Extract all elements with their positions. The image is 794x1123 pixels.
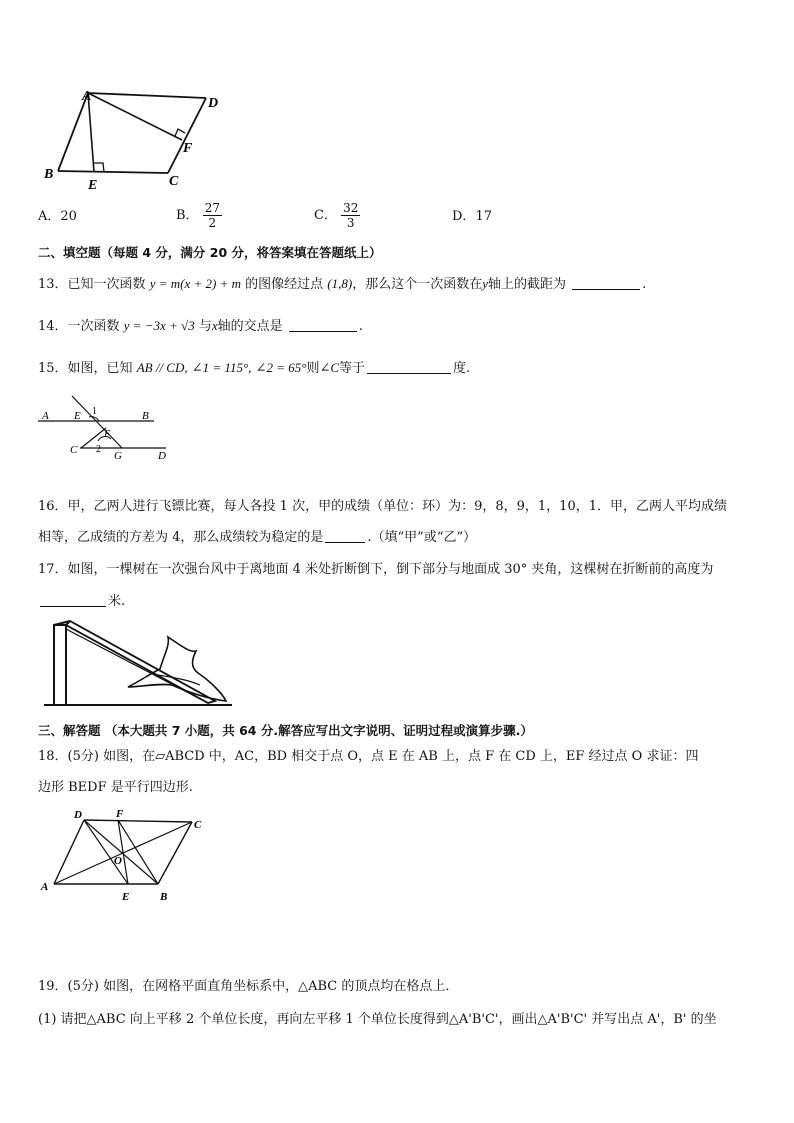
q13-end: . [642,277,647,292]
q14-answer-blank[interactable] [289,317,357,332]
q17-line-1: 如图，一棵树在一次强台风中于离地面 4 米处折断倒下，倒下部分与地面成 30° 夹角，这棵树在折断前的高度为 [67,562,714,577]
fig12-label-f: F [183,141,193,156]
option-d-value: 17 [475,209,492,224]
option-d-letter: D． [452,209,476,224]
option-a-value: 20 [60,209,77,224]
q16-line-2a: 相等，乙成绩的方差为 4，那么成绩较为稳定的是 [38,530,324,545]
q18-line-1: (5分) 如图，在▱ABCD 中，AC，BD 相交于点 O，点 E 在 AB 上，点 F 在 CD 上，EF 经过点 O 求证：四 [67,749,699,764]
question-17-line-1 [38,560,764,580]
q16-line-1: 甲，乙两人进行飞镖比赛，每人各投 1 次，甲的成绩（单位：环）为：9，8，9，1，10，1．甲，乙两人平均成绩 [67,499,727,514]
q15-answer-blank[interactable] [367,359,451,374]
section-3-heading: 三、解答题 （本大题共 7 小题，共 64 分.解答应写出文字说明、证明过程或演算步骤.） [38,723,533,738]
q14-end: . [358,319,363,334]
q14-number: 14． [38,319,68,334]
section-2-heading: 二、填空题（每题 4 分，满分 20 分，将答案填在答题纸上） [38,245,382,260]
option-d [452,207,492,227]
q13-text-3: ，那么这个一次函数在 [352,277,483,292]
broken-tree-figure-q17 [40,615,240,710]
q14-text-3: 轴的交点是 [217,319,283,334]
option-c-numerator: 32 [343,201,359,215]
question-19-line-2 [38,1010,764,1030]
q15-angle-2: ∠2 = 65° [255,360,307,375]
option-b-denominator: 2 [208,216,217,230]
option-c-fraction [341,201,360,230]
fig15-label-d: D [158,450,166,462]
option-b [176,201,222,230]
fig15-label-f: F [104,429,111,440]
q19-number: 19． [38,979,68,994]
option-c-letter: C． [314,208,337,223]
q18-number: 18． [38,749,68,764]
q13-number: 13． [38,277,68,292]
q15-angle-c: ∠C [319,360,340,375]
fig18-label-d: D [74,809,82,821]
parallelogram-figure-q12 [38,85,248,195]
q15-text-1: 如图，已知 [67,361,133,376]
q13-answer-blank[interactable] [572,275,640,290]
fig15-label-g: G [114,450,122,462]
fig12-label-d: D [208,96,219,111]
fig18-label-b: B [160,891,168,903]
parallel-lines-figure-q15 [36,392,176,462]
q16-answer-blank[interactable] [325,528,365,543]
fig18-label-f: F [116,808,124,820]
fig12-label-a: A [82,89,92,104]
q14-axis: x [211,318,218,333]
fig12-label-c: C [169,174,179,189]
fig18-label-o: O [114,855,122,867]
q13-text-4: 轴上的截距为 [488,277,567,292]
q17-answer-blank[interactable] [40,592,106,607]
question-16-line-2 [38,528,764,548]
fig18-label-e: E [122,891,130,903]
q16-line-2b: .（填“甲”或“乙”） [367,530,477,545]
fig15-label-angle-2: 2 [96,444,101,455]
option-a-letter: A． [38,209,61,224]
q19-line-1: (5分) 如图，在网格平面直角坐标系中，△ABC 的顶点均在格点上． [67,979,459,994]
option-c-denominator: 3 [346,216,355,230]
question-16-line-1 [38,497,764,517]
parallelogram-figure-q18 [36,806,216,906]
q13-text-1: 已知一次函数 [67,277,146,292]
fig12-label-b: B [44,167,54,182]
q14-text-1: 一次函数 [67,319,120,334]
option-b-letter: B． [176,208,199,223]
q15-text-4: 度. [453,361,471,376]
fig12-label-e: E [88,178,98,193]
fig18-label-c: C [194,819,202,831]
question-14 [38,316,764,337]
question-13 [38,274,764,295]
q14-function: y = −3x + √3 [123,318,195,333]
fig15-label-e: E [74,410,81,422]
q14-text-2: 与 [198,319,212,334]
fig15-label-angle-1: 1 [92,406,97,417]
q16-number: 16． [38,499,68,514]
fig15-label-b: B [142,410,149,422]
option-b-numerator: 27 [204,201,220,215]
fig18-label-a: A [41,881,49,893]
q15-text-2: 则 [306,361,320,376]
question-19-line-1 [38,977,764,997]
q15-angle-1: ∠1 = 115°, [191,360,252,375]
option-c [314,201,360,230]
option-a [38,207,77,227]
option-b-fraction [203,201,222,230]
question-17-line-2 [38,592,764,612]
q17-line-2: 米. [108,594,126,609]
q17-number: 17． [38,562,68,577]
q13-axis: y [482,276,489,291]
q15-text-3: 等于 [339,361,366,376]
q15-parallel: AB // CD, [136,360,188,375]
q18-line-2: 边形 BEDF 是平行四边形. [38,780,193,795]
question-15 [38,358,764,379]
q15-number: 15． [38,361,68,376]
question-18-line-1 [38,747,764,767]
q13-point: (1,8) [327,276,353,291]
q13-function: y = m(x + 2) + m [149,276,241,291]
fig15-label-a: A [42,410,49,422]
q13-text-2: 的图像经过点 [245,277,324,292]
q19-line-2: (1) 请把△ABC 向上平移 2 个单位长度，再向左平移 1 个单位长度得到△A'B'C'，画出△A'B'C' 并写出点 A'，B' 的坐 [38,1012,717,1027]
question-18-line-2 [38,778,764,798]
fig15-label-c: C [70,444,78,456]
